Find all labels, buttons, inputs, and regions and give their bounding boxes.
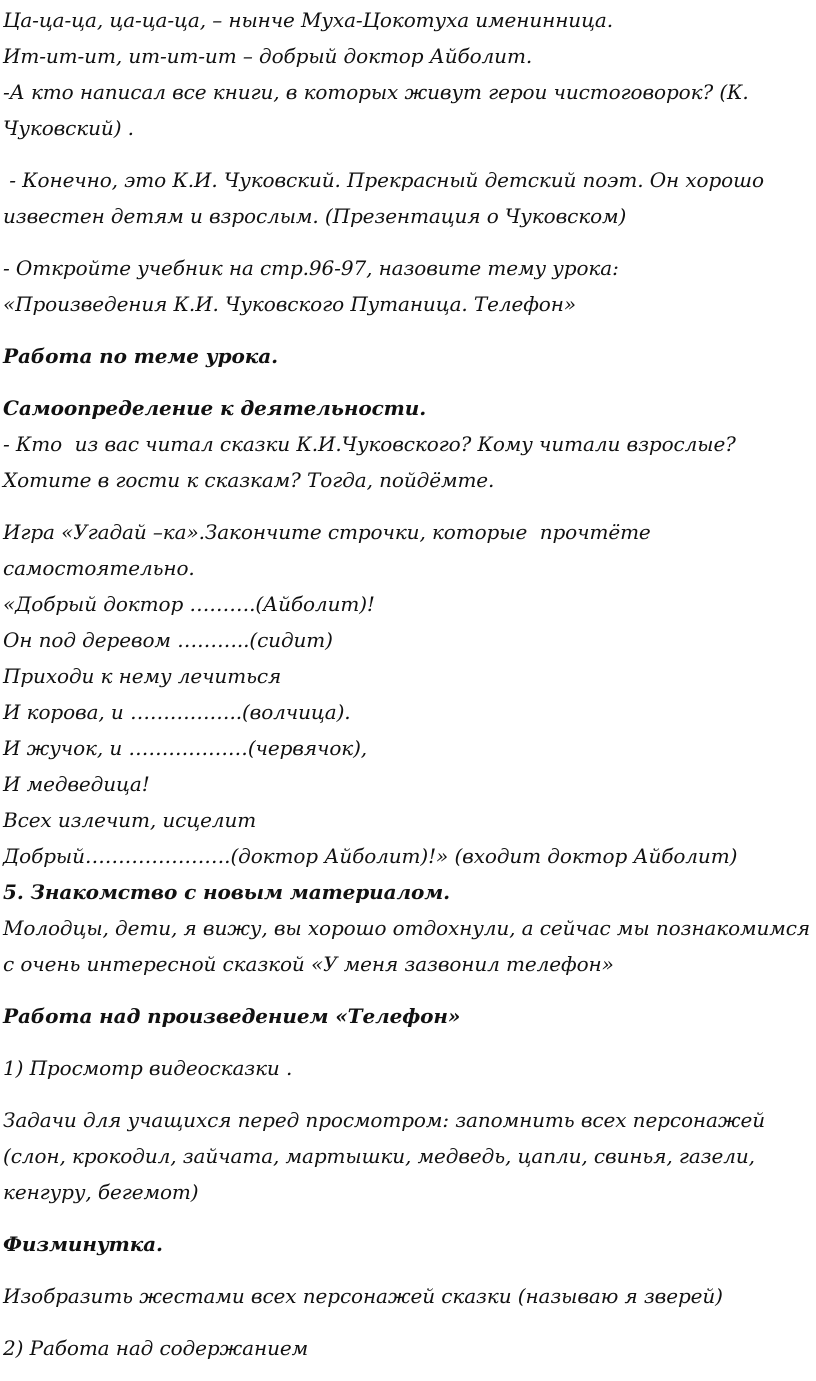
poem-line: Приходи к нему лечиться	[3, 664, 282, 688]
section-heading: Работа по теме урока.	[3, 344, 278, 368]
text-line: с очень интересной сказкой «У меня зазвонил телефон»	[3, 952, 614, 976]
poem-line: Добрый………………….(доктор Айболит)!» (входит доктор Айболит)	[3, 844, 738, 868]
text-line: (слон, крокодил, зайчата, мартышки, медведь, цапли, свинья, газели,	[3, 1144, 755, 1168]
poem-line: И жучок, и ………………(червячок),	[3, 736, 368, 760]
poem-line: И корова, и ……………..(волчица).	[3, 700, 351, 724]
text-line: Изобразить жестами всех персонажей сказки (называю я зверей)	[3, 1284, 723, 1308]
section-heading: 5. Знакомство с новым материалом.	[3, 880, 450, 904]
poem-line: Он под деревом ………..(сидит)	[3, 628, 333, 652]
text-line: Задачи для учащихся перед просмотром: запомнить всех персонажей	[3, 1108, 765, 1132]
poem-line: Всех излечит, исцелит	[3, 808, 257, 832]
text-line: Ца-ца-ца, ца-ца-ца, – нынче Муха-Цокотуха именинница.	[3, 8, 614, 32]
text-line: известен детям и взрослым. (Презентация о Чуковском)	[3, 204, 627, 228]
section-heading: Самоопределение к деятельности.	[3, 396, 427, 420]
poem-line: «Добрый доктор ……….(Айболит)!	[3, 592, 375, 616]
text-line: - Конечно, это К.И. Чуковский. Прекрасный детский поэт. Он хорошо	[3, 168, 764, 192]
text-line: - Откройте учебник на стр.96-97, назовите тему урока:	[3, 256, 619, 280]
text-line: Хотите в гости к сказкам? Тогда, пойдёмте.	[3, 468, 495, 492]
text-line: 2) Работа над содержанием	[3, 1336, 309, 1360]
text-line: кенгуру, бегемот)	[3, 1180, 199, 1204]
poem-line: И медведица!	[3, 772, 150, 796]
text-line: Чуковский) .	[3, 116, 134, 140]
text-line: самостоятельно.	[3, 556, 195, 580]
section-heading: Работа над произведением «Телефон»	[3, 1004, 461, 1028]
text-line: Игра «Угадай –ка».Закончите строчки, которые прочтёте	[3, 520, 651, 544]
text-line: 1) Просмотр видеосказки .	[3, 1056, 293, 1080]
section-heading: Физминутка.	[3, 1232, 163, 1256]
text-line: -А кто написал все книги, в которых живут герои чистоговорок? (К.	[3, 80, 749, 104]
text-line: Молодцы, дети, я вижу, вы хорошо отдохнули, а сейчас мы познакомимся	[3, 916, 811, 940]
text-line: «Произведения К.И. Чуковского Путаница. Телефон»	[3, 292, 576, 316]
text-line: - Кто из вас читал сказки К.И.Чуковского? Кому читали взрослые?	[3, 432, 736, 456]
text-line: Ит-ит-ит, ит-ит-ит – добрый доктор Айболит.	[3, 44, 533, 68]
